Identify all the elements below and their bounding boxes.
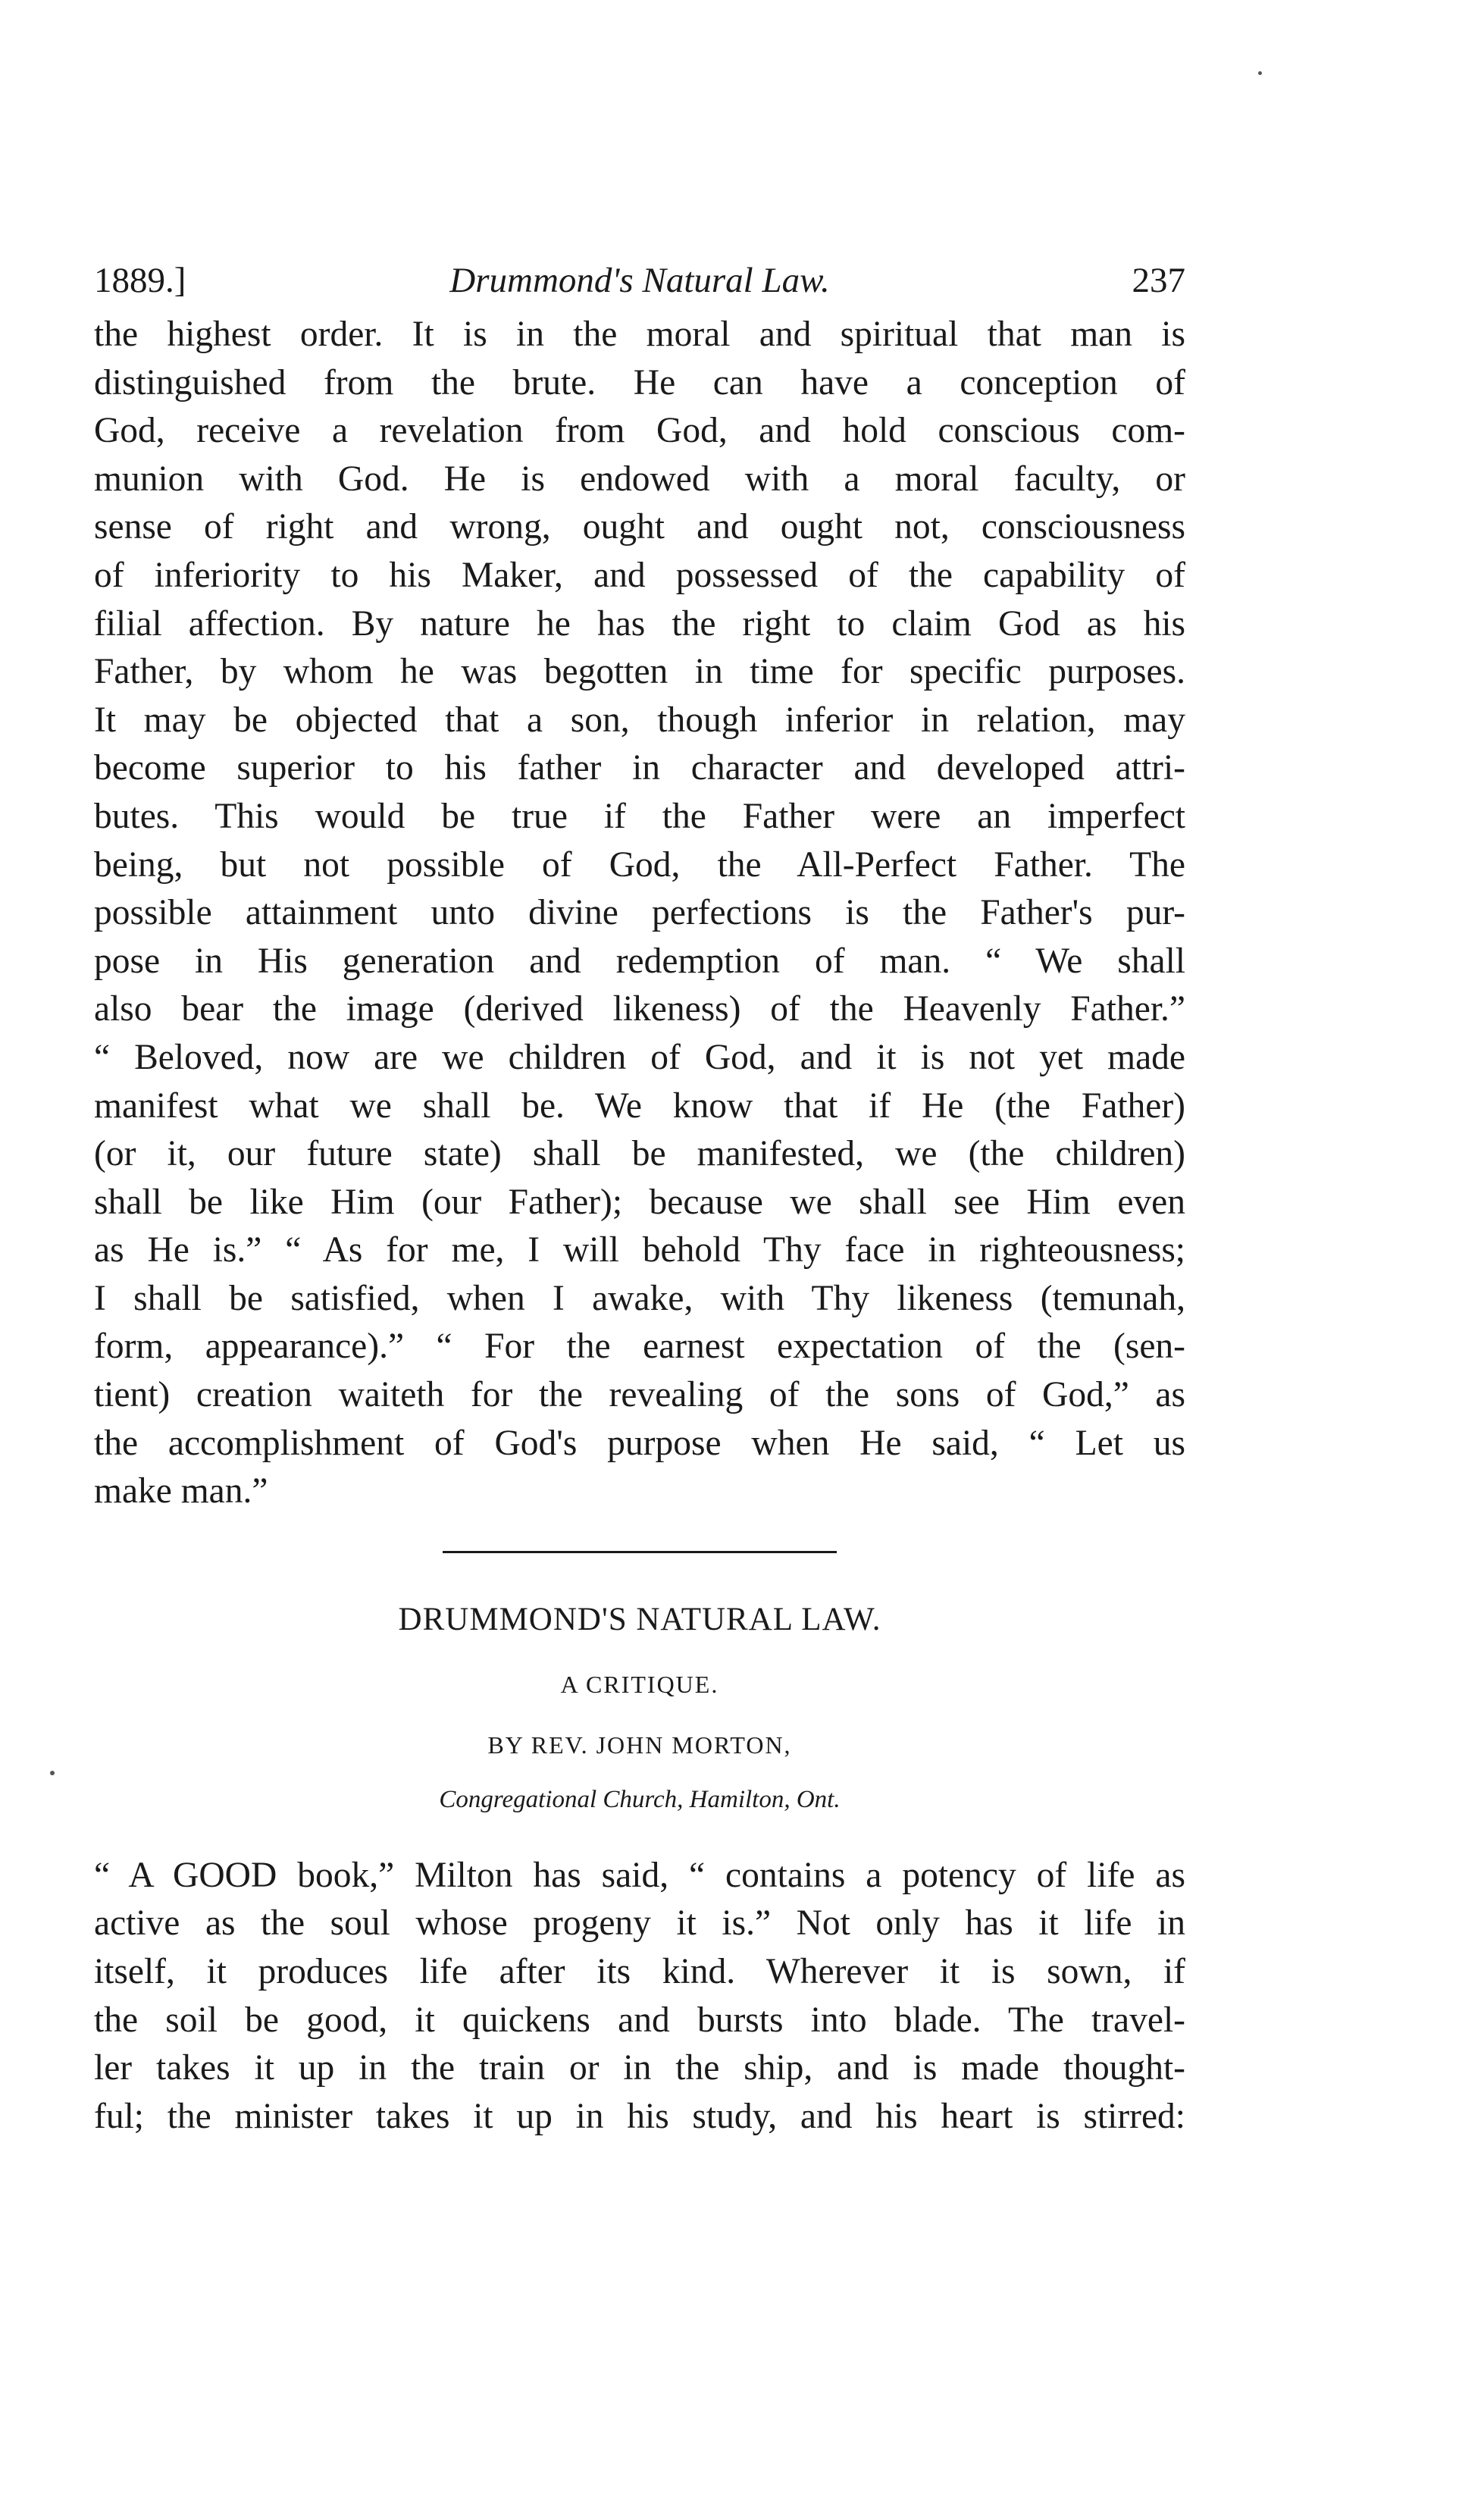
scan-speck [50, 1771, 55, 1775]
text-line: sense of right and wrong, ought and ought not, consciousness [94, 507, 1185, 547]
text-line: manifest what we shall be. We know that if He (the Father) [94, 1085, 1185, 1126]
section-divider [443, 1551, 837, 1553]
text-line: ful; the minister takes it up in his study, and his heart is stirred: [94, 2096, 1185, 2136]
text-line: being, but not possible of God, the All-Perfect Father. The [94, 844, 1185, 885]
text-line: as He is.” “ As for me, I will behold Thy face in righteousness; [94, 1230, 1185, 1270]
text-line: God, receive a revelation from God, and hold conscious com- [94, 411, 1185, 451]
running-head [94, 250, 1185, 311]
text-line: It may be objected that a son, though inferior in relation, may [94, 700, 1185, 740]
header-title: Drummond's Natural Law. [449, 261, 830, 300]
text-line: munion with God. He is endowed with a moral faculty, or [94, 459, 1185, 499]
text-line: “ A GOOD book,” Milton has said, “ contains a potency of life as [94, 1855, 1185, 1895]
article-byline: BY REV. JOHN MORTON, [487, 1731, 792, 1759]
article-title: DRUMMOND'S NATURAL LAW. [398, 1601, 881, 1637]
text-line: possible attainment unto divine perfections is the Father's pur- [94, 893, 1185, 933]
scan-speck [1258, 71, 1262, 75]
text-line: tient) creation waiteth for the revealing of the sons of God,” as [94, 1375, 1185, 1415]
text-line: also bear the image (derived likeness) of the Heavenly Father.” [94, 989, 1185, 1029]
text-line: pose in His generation and redemption of man. “ We shall [94, 941, 1185, 981]
article-subtitle: A CRITIQUE. [560, 1670, 719, 1698]
book-page [94, 250, 1185, 2141]
text-line: become superior to his father in character and developed attri- [94, 748, 1185, 788]
text-line: (or it, our future state) shall be manifested, we (the children) [94, 1134, 1185, 1174]
text-line: the soil be good, it quickens and bursts into blade. The travel- [94, 2000, 1185, 2040]
text-line: “ Beloved, now are we children of God, and it is not yet made [94, 1037, 1185, 1077]
text-line: shall be like Him (our Father); because we shall see Him even [94, 1182, 1185, 1222]
text-line: make man.” [94, 1471, 268, 1512]
text-line: of inferiority to his Maker, and possessed of the capability of [94, 555, 1185, 595]
article-opening-paragraph [94, 1852, 1185, 2141]
author-affiliation: Congregational Church, Hamilton, Ont. [439, 1785, 841, 1813]
page-number: 237 [1132, 261, 1185, 300]
text-line: filial affection. By nature he has the right to claim God as his [94, 603, 1185, 644]
header-year: 1889.] [94, 261, 186, 300]
text-line: ler takes it up in the train or in the ship, and is made thought- [94, 2048, 1185, 2088]
text-line: I shall be satisfied, when I awake, with Thy likeness (temunah, [94, 1278, 1185, 1318]
text-line: Father, by whom he was begotten in time for specific purposes. [94, 652, 1185, 692]
text-line: form, appearance).” “ For the earnest expectation of the (sen- [94, 1327, 1185, 1367]
continued-paragraph [94, 311, 1185, 1516]
text-line: the highest order. It is in the moral and spiritual that man is [94, 315, 1185, 354]
text-line: the accomplishment of God's purpose when He said, “ Let us [94, 1423, 1185, 1463]
text-line: itself, it produces life after its kind. Wherever it is sown, if [94, 1952, 1185, 1992]
text-line: active as the soul whose progeny it is.” Not only has it life in [94, 1903, 1185, 1944]
text-line: distinguished from the brute. He can have a conception of [94, 362, 1185, 403]
text-line: butes. This would be true if the Father were an imperfect [94, 796, 1185, 836]
